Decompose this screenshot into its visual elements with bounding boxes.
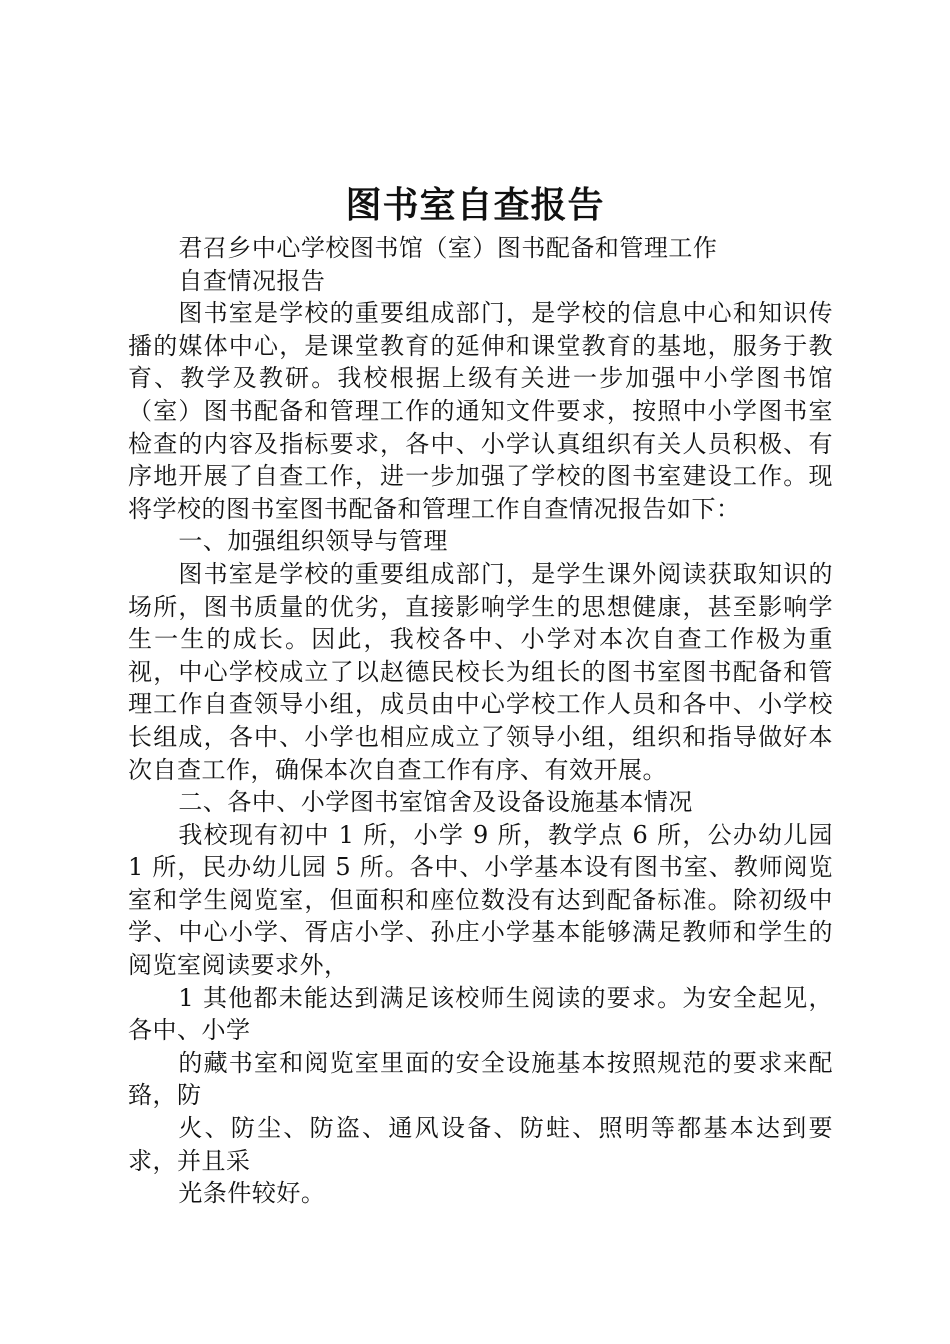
document-body <box>128 232 833 1210</box>
paragraph-fragment-2: 的藏书室和阅览室里面的安全设施基本按照规范的要求来配臵，防 <box>128 1048 833 1110</box>
paragraph-section-2: 我校现有初中 1 所，小学 9 所，教学点 6 所，公办幼儿园 1 所，民办幼儿园 5 所。各中、小学基本设有图书室、教师阅览室和学生阅览室，但面积和座位数没有达到配备标准。除初级中学、中心小学、胥店小学、孙庄小学基本能够满足教师和学生的阅览室阅读要求外， <box>128 820 833 980</box>
document-title: 图书室自查报告 <box>345 185 605 226</box>
paragraph-section-1: 图书室是学校的重要组成部门，是学生课外阅读获取知识的场所，图书质量的优劣，直接影响学生的思想健康，甚至影响学生一生的成长。因此，我校各中、小学对本次自查工作极为重视，中心学校成立了以赵德民校长为组长的图书室图书配备和管理工作自查领导小组，成员由中心学校工作人员和各中、小学校长组成，各中、小学也相应成立了领导小组，组织和指导做好本次自查工作，确保本次自查工作有序、有效开展。 <box>128 559 833 784</box>
paragraph-fragment-4: 光条件较好。 <box>178 1179 326 1208</box>
section-heading-1: 一、加强组织领导与管理 <box>178 527 448 556</box>
paragraph-intro: 图书室是学校的重要组成部门，是学校的信息中心和知识传播的媒体中心，是课堂教育的延伸和课堂教育的基地，服务于教育、教学及教研。我校根据上级有关进一步加强中小学图书馆（室）图书配备和管理工作的通知文件要求，按照中小学图书室检查的内容及指标要求，各中、小学认真组织有关人员积极、有序地开展了自查工作，进一步加强了学校的图书室建设工作。现将学校的图书室图书配备和管理工作自查情况报告如下： <box>128 299 833 523</box>
section-heading-2: 二、各中、小学图书室馆舍及设备设施基本情况 <box>178 788 693 817</box>
paragraph-fragment-1: 1 其他都未能达到满足该校师生阅读的要求。为安全起见，各中、小学 <box>128 983 833 1045</box>
paragraph-subtitle-line-1: 君召乡中心学校图书馆（室）图书配备和管理工作 <box>178 234 718 262</box>
paragraph-fragment-3: 火、防尘、防盗、通风设备、防蛀、照明等都基本达到要求，并且采 <box>128 1114 833 1175</box>
paragraph-subtitle-line-2: 自查情况报告 <box>178 266 326 295</box>
